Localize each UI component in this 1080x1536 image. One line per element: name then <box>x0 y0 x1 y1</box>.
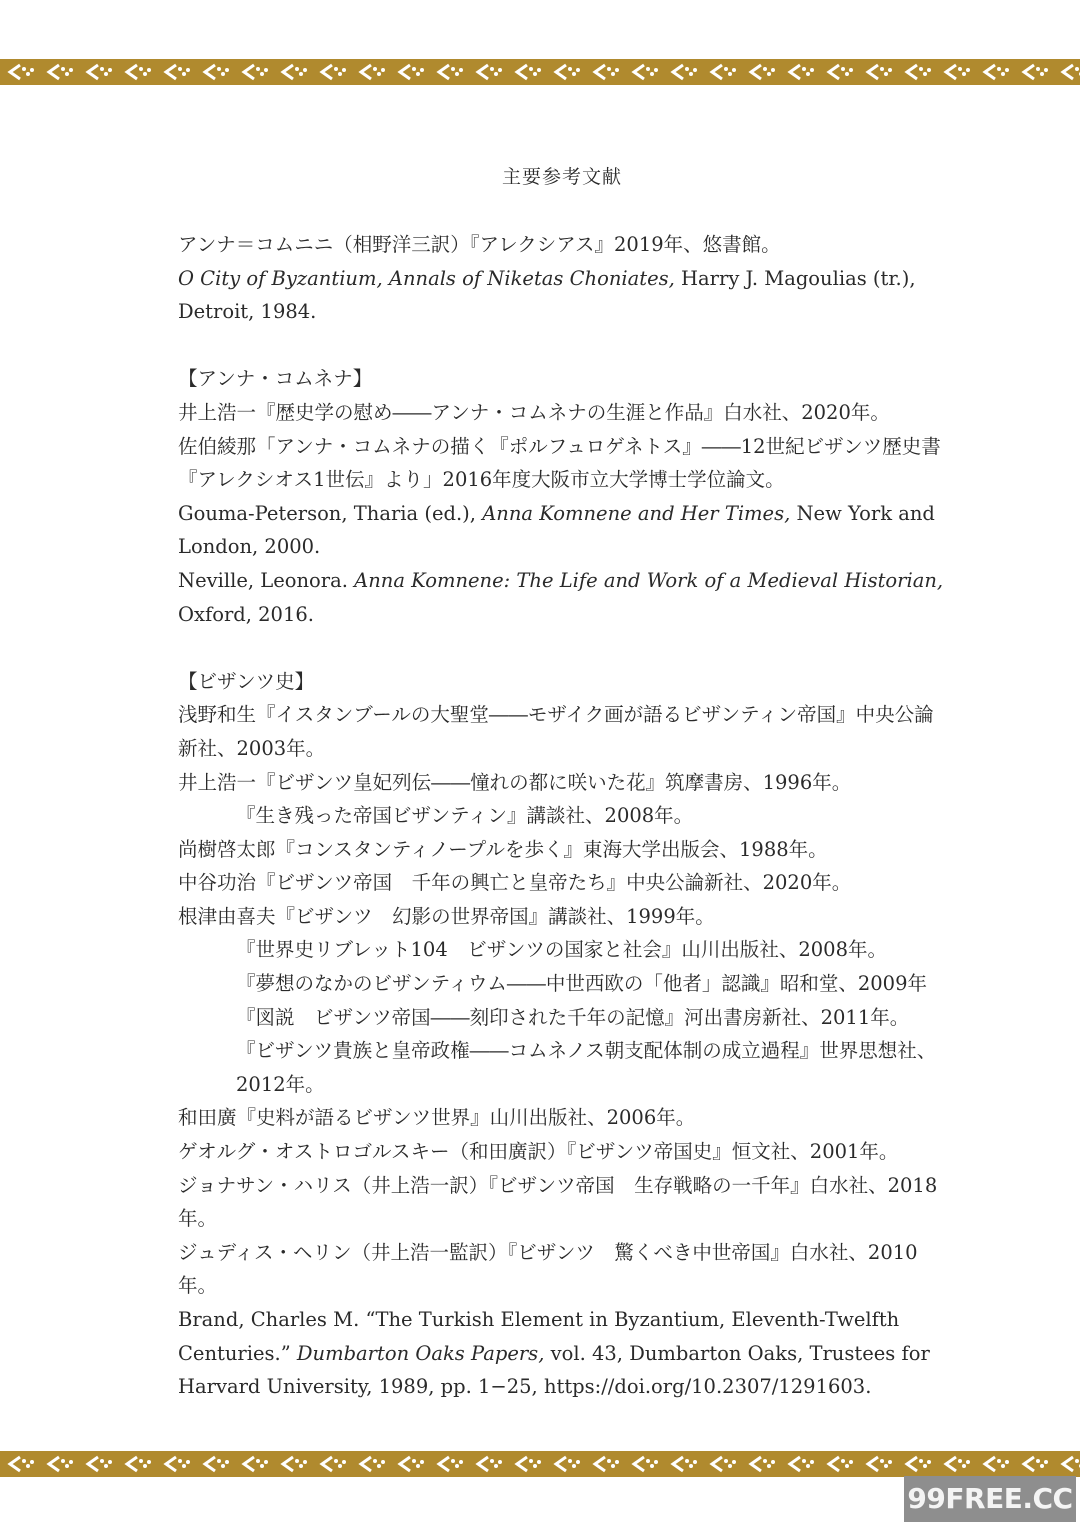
entry-italic-title: O City of Byzantium, Annals of Niketas Choniates, <box>178 266 675 290</box>
bottom-decorative-border <box>0 1451 1080 1477</box>
entry-text: 井上浩一『ビザンツ皇妃列伝――憧れの都に咲いた花』筑摩書房、1996年。 <box>178 770 852 794</box>
entry-italic-title: Anna Komnene: The Life and Work of a Medieval Historian, <box>354 568 944 592</box>
entry-text: Gouma-Peterson, Tharia (ed.), <box>178 501 483 525</box>
entry-text: 『図説 ビザンツ帝国――刻印された千年の記憶』河出書房新社、2011年。 <box>236 1005 910 1029</box>
section-heading-anna: 【アンナ・コムネナ】 <box>178 367 373 391</box>
bibliography-entry <box>178 1236 948 1303</box>
entry-text: 和田廣『史料が語るビザンツ世界』山川出版社、2006年。 <box>178 1106 696 1130</box>
bibliography-entry <box>178 1034 948 1101</box>
bibliography-entry <box>178 799 948 833</box>
border-motif <box>946 65 970 79</box>
source-entry-2 <box>178 262 948 329</box>
border-motif <box>907 65 931 79</box>
border-motif <box>127 1457 151 1471</box>
border-motif <box>517 65 541 79</box>
entry-text: New York and London, 2000. <box>178 501 935 559</box>
border-motif <box>1063 1457 1080 1471</box>
border-motif <box>205 1457 229 1471</box>
entry-italic-title: Anna Komnene and Her Times, <box>482 501 791 525</box>
border-motif <box>634 1457 658 1471</box>
border-motif <box>829 65 853 79</box>
border-motif <box>88 1457 112 1471</box>
border-motif <box>127 65 151 79</box>
entry-text: 根津由喜夫『ビザンツ 幻影の世界帝国』講談社、1999年。 <box>178 904 715 928</box>
border-motif <box>907 1457 931 1471</box>
border-motif <box>673 1457 697 1471</box>
anna-entry-list <box>178 396 948 631</box>
border-motif <box>322 65 346 79</box>
border-motif <box>1024 1457 1048 1471</box>
border-motif <box>556 65 580 79</box>
bibliography-entry <box>178 497 948 564</box>
bibliography-entry <box>178 430 948 497</box>
border-motif <box>244 1457 268 1471</box>
bibliography-entry <box>178 1101 948 1135</box>
border-motif <box>88 65 112 79</box>
bibliography-entry <box>178 866 948 900</box>
border-motif <box>868 1457 892 1471</box>
border-motif <box>790 1457 814 1471</box>
byzantine-entry-list <box>178 698 948 1403</box>
bibliography-entry <box>178 396 948 430</box>
border-motif <box>166 65 190 79</box>
entry-text: 尚樹啓太郎『コンスタンティノープルを歩く』東海大学出版会、1988年。 <box>178 837 828 861</box>
border-motif <box>595 65 619 79</box>
entry-text: 井上浩一『歴史学の慰め――アンナ・コムネナの生涯と作品』白水社、2020年。 <box>178 400 890 424</box>
entry-text: 『世界史リブレット104 ビザンツの国家と社会』山川出版社、2008年。 <box>236 938 887 962</box>
border-motif <box>1024 65 1048 79</box>
border-motif <box>946 1457 970 1471</box>
border-motif <box>166 1457 190 1471</box>
border-motif <box>283 65 307 79</box>
border-motif <box>205 65 229 79</box>
border-motif <box>439 65 463 79</box>
bibliography-entry <box>178 1303 948 1404</box>
border-motif <box>49 65 73 79</box>
entry-text: Neville, Leonora. <box>178 568 355 592</box>
page-title: 主要参考文献 <box>501 166 622 188</box>
border-motif <box>361 65 385 79</box>
bibliography-entry <box>178 933 948 967</box>
border-motif <box>49 1457 73 1471</box>
entry-text: 佐伯綾那「アンナ・コムネナの描く『ポルフュロゲネトス』――12世紀ビザンツ歴史書『アレクシオス1世伝』より」2016年度大阪市立大学博士学位論文。 <box>178 434 941 492</box>
border-motif <box>595 1457 619 1471</box>
bibliography-entry <box>178 1169 948 1236</box>
border-motif <box>829 1457 853 1471</box>
border-motif <box>556 1457 580 1471</box>
border-motif <box>985 65 1009 79</box>
section-heading-byzantine: 【ビザンツ史】 <box>178 669 315 693</box>
entry-text: Harry J. Magoulias (tr.), Detroit, 1984. <box>178 266 916 324</box>
border-motif <box>283 1457 307 1471</box>
bibliography-entry <box>178 967 948 1001</box>
border-motif <box>361 1457 385 1471</box>
entry-text: vol. 43, Dumbarton Oaks, Trustees for Harvard University, 1989, pp. 1−25, https://doi.org/10.2307/1291603. <box>178 1341 930 1399</box>
entry-text: 浅野和生『イスタンブールの大聖堂――モザイク画が語るビザンティン帝国』中央公論新社、2003年。 <box>178 703 934 760</box>
bibliography <box>178 228 948 1404</box>
border-motif <box>10 1457 34 1471</box>
entry-text: ジョナサン・ハリス（井上浩一訳）『ビザンツ帝国 生存戦略の一千年』白水社、2018年。 <box>178 1173 938 1231</box>
border-motif <box>751 1457 775 1471</box>
entry-text: 『ビザンツ貴族と皇帝政権――コムネノス朝支配体制の成立過程』世界思想社、2012年。 <box>236 1039 937 1096</box>
border-motif <box>322 1457 346 1471</box>
border-pattern <box>0 1451 1080 1477</box>
bibliography-entry <box>178 698 948 765</box>
border-motif <box>751 65 775 79</box>
entry-text: 『夢想のなかのビザンティウム――中世西欧の「他者」認識』昭和堂、2009年 <box>236 972 927 996</box>
border-motif <box>10 65 34 79</box>
border-motif <box>985 1457 1009 1471</box>
bibliography-entry <box>178 900 948 934</box>
border-motif <box>400 65 424 79</box>
entry-text: ゲオルグ・オストロゴルスキー（和田廣訳）『ビザンツ帝国史』恒文社、2001年。 <box>178 1140 899 1164</box>
entry-text: Oxford, 2016. <box>178 602 314 626</box>
source-entry-1: アンナ＝コムニニ（相野洋三訳）『アレクシアス』2019年、悠書館。 <box>178 233 781 256</box>
entry-italic-title: Dumbarton Oaks Papers, <box>296 1341 545 1365</box>
bibliography-entry <box>178 833 948 867</box>
border-motif <box>244 65 268 79</box>
entry-text: 中谷功治『ビザンツ帝国 千年の興亡と皇帝たち』中央公論新社、2020年。 <box>178 871 852 895</box>
entry-text: 『生き残った帝国ビザンティン』講談社、2008年。 <box>236 804 694 828</box>
bibliography-entry <box>178 1135 948 1169</box>
entry-text: Brand, Charles M. “The Turkish Element in Byzantium, Eleventh-Twelfth Centuries.” <box>178 1308 900 1365</box>
border-motif <box>478 65 502 79</box>
border-motif <box>673 65 697 79</box>
border-motif <box>478 1457 502 1471</box>
entry-text: ジュディス・ヘリン（井上浩一監訳）『ビザンツ 驚くべき中世帝国』白水社、2010年。 <box>178 1240 918 1298</box>
border-motif <box>790 65 814 79</box>
border-motif <box>400 1457 424 1471</box>
top-decorative-border <box>0 59 1080 85</box>
bibliography-entry <box>178 766 948 800</box>
border-motif <box>868 65 892 79</box>
border-motif <box>634 65 658 79</box>
bibliography-entry <box>178 1001 948 1035</box>
bibliography-entry <box>178 564 948 631</box>
watermark: 99FREE.CC <box>904 1476 1076 1522</box>
border-pattern <box>0 59 1080 85</box>
border-motif <box>439 1457 463 1471</box>
border-motif <box>517 1457 541 1471</box>
border-motif <box>1063 65 1080 79</box>
border-motif <box>712 65 736 79</box>
border-motif <box>712 1457 736 1471</box>
